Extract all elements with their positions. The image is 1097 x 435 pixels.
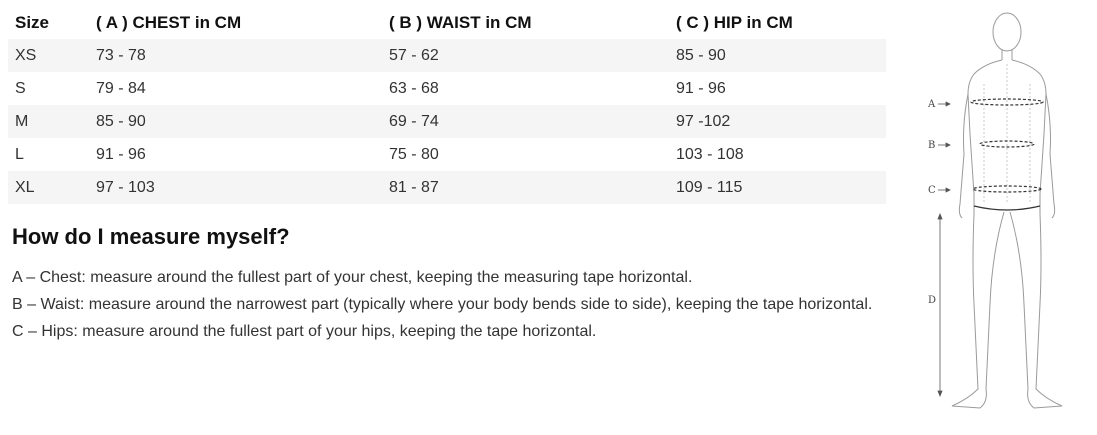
waist-cell: 63 - 68 [389, 79, 439, 97]
size-cell: XS [8, 39, 89, 72]
chest-cell: 79 - 84 [96, 79, 146, 97]
size-cell: S [15, 79, 26, 97]
label-a: A [928, 99, 936, 110]
table-header-row [8, 6, 886, 39]
hip-cell: 91 - 96 [676, 79, 726, 97]
header-hip: ( C ) HIP in CM [676, 12, 793, 32]
waist-cell: 75 - 80 [389, 145, 439, 163]
body-measurement-figure [918, 4, 1078, 424]
chest-cell: 97 - 103 [89, 171, 382, 204]
measure-instructions [12, 264, 882, 345]
hip-cell: 85 - 90 [669, 39, 886, 72]
header-chest: ( A ) CHEST in CM [96, 12, 242, 32]
table-row [8, 138, 886, 171]
hip-cell: 103 - 108 [676, 145, 744, 163]
label-b: B [928, 140, 936, 151]
size-cell: XL [8, 171, 89, 204]
waist-cell: 57 - 62 [382, 39, 669, 72]
label-d: D [928, 295, 937, 306]
chest-cell: 73 - 78 [89, 39, 382, 72]
table-row [8, 39, 886, 72]
instruction-chest: A – Chest: measure around the fullest part of your chest, keeping the measuring tape horizontal. [12, 269, 693, 286]
size-cell: L [15, 145, 24, 163]
chest-cell: 91 - 96 [96, 145, 146, 163]
header-waist: ( B ) WAIST in CM [389, 12, 532, 32]
hip-cell: 109 - 115 [669, 171, 886, 204]
waist-cell: 69 - 74 [382, 105, 669, 138]
size-chart-table [8, 6, 886, 204]
instruction-waist: B – Waist: measure around the narrowest part (typically where your body bends side to side), keeping the tape horizontal. [12, 296, 873, 313]
hip-cell: 97 -102 [669, 105, 886, 138]
label-c: C [928, 185, 936, 196]
instruction-hips: C – Hips: measure around the fullest part of your hips, keeping the tape horizontal. [12, 323, 597, 340]
header-size: Size [15, 12, 50, 32]
table-row [8, 72, 886, 105]
table-row [8, 171, 886, 204]
table-row [8, 105, 886, 138]
measure-guide-title: How do I measure myself? [12, 224, 290, 249]
size-cell: M [8, 105, 89, 138]
arrow-icon [938, 102, 950, 396]
chest-cell: 85 - 90 [89, 105, 382, 138]
waist-cell: 81 - 87 [382, 171, 669, 204]
